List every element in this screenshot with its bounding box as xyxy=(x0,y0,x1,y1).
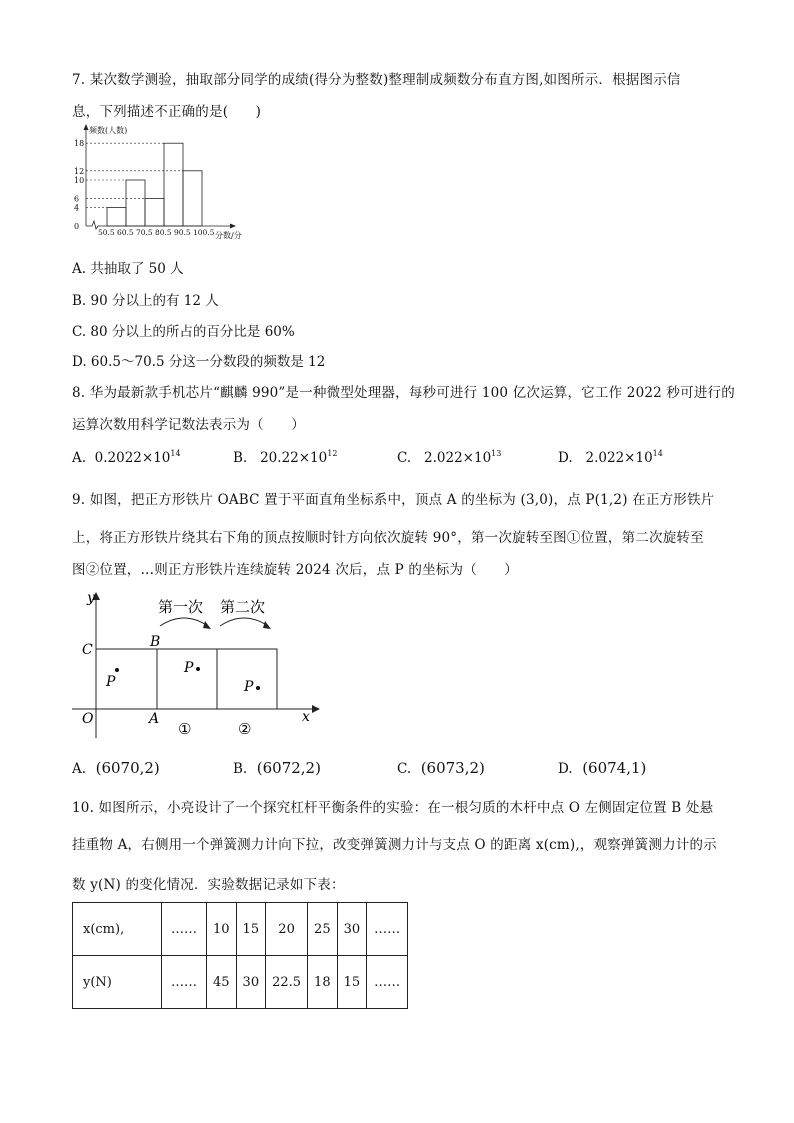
histogram-x-tick-label: 70.5 xyxy=(136,228,153,237)
histogram-y-tick-label: 0 xyxy=(74,222,80,231)
label-a: A xyxy=(149,711,160,727)
q8-option-d-label: D. xyxy=(558,450,573,466)
label-x: x xyxy=(302,709,310,725)
rotation-arrow-2 xyxy=(220,618,268,626)
q9-line-2: 上，将正方形铁片绕其右下角的顶点按顺时针方向依次旋转 90°，第一次旋转至图①位置，第二次旋转至 xyxy=(72,530,704,546)
point-p-position-1 xyxy=(196,667,200,671)
label-circled-1: ① xyxy=(178,720,192,738)
table-cell: x(cm), xyxy=(73,903,162,956)
table-cell: 25 xyxy=(308,903,338,956)
histogram-y-tick-label: 10 xyxy=(74,176,85,185)
x-axis-arrow-icon xyxy=(312,705,320,713)
table-cell: y(N) xyxy=(73,956,162,1009)
q7-line-2: 息，下列描述不正确的是( ) xyxy=(72,104,262,120)
q9-option-b xyxy=(233,759,321,777)
q9-option-c xyxy=(397,759,485,777)
table-cell: 18 xyxy=(308,956,338,1009)
q8-option-d-exp: 14 xyxy=(652,449,663,458)
square-position-1 xyxy=(157,649,217,709)
histogram-x-tick-label: 80.5 xyxy=(155,228,172,237)
q8-option-b-label: B. xyxy=(233,450,248,466)
label-p-position-1: P xyxy=(184,660,194,676)
histogram-y-arrow-icon xyxy=(84,124,89,130)
q9-option-a xyxy=(72,759,160,777)
table-cell: 45 xyxy=(207,956,237,1009)
histogram-bar xyxy=(145,198,164,226)
table-cell: 15 xyxy=(337,956,367,1009)
q8-line-1: 8. 华为最新款手机芯片“麒麟 990”是一种微型处理器，每秒可进行 100 亿次运算，它工作 2022 秒可进行的 xyxy=(72,385,735,401)
q10-line-3: 数 y(N) 的变化情况．实验数据记录如下表： xyxy=(72,877,345,893)
q8-option-a-exp: 14 xyxy=(170,449,181,458)
q8-option-c xyxy=(397,449,501,466)
q9-option-d-label: D. xyxy=(558,761,573,777)
q8-option-b-base: 20.22×10 xyxy=(260,450,328,466)
table-row-x xyxy=(73,903,408,956)
q7-option-a: A. 共抽取了 50 人 xyxy=(72,261,184,277)
table-cell: …… xyxy=(162,903,207,956)
histogram-y-label: 频数(人数) xyxy=(89,126,128,135)
q8-option-c-base: 2.022×10 xyxy=(424,450,492,466)
q8-option-a-label: A. xyxy=(72,450,87,466)
q7-option-b: B. 90 分以上的有 12 人 xyxy=(72,293,219,309)
table-cell: 30 xyxy=(236,956,266,1009)
histogram-x-label: 分数/分 xyxy=(215,231,242,240)
histogram-y-tick-label: 4 xyxy=(74,203,80,213)
point-p-position-2 xyxy=(256,686,260,690)
histogram-x-tick-label: 100.5 xyxy=(193,228,215,237)
histogram-x-tick-label: 90.5 xyxy=(174,228,191,237)
label-first-rotation: 第一次 xyxy=(158,598,204,616)
rotation-arrow-1 xyxy=(160,618,208,626)
q7-option-c: C. 80 分以上的所占的百分比是 60% xyxy=(72,324,295,340)
q7-line-1: 7. 某次数学测验，抽取部分同学的成绩(得分为整数)整理制成频数分布直方图,如图所示．根据图示信 xyxy=(72,72,681,88)
histogram-y-tick-label: 18 xyxy=(74,139,85,149)
histogram-x-arrow-icon xyxy=(230,224,236,229)
q7-option-d: D. 60.5～70.5 分这一分数段的频数是 12 xyxy=(72,354,326,370)
q8-option-b-exp: 12 xyxy=(327,449,338,458)
label-p-original: P xyxy=(106,674,116,690)
table-cell: 10 xyxy=(207,903,237,956)
histogram-bar xyxy=(183,171,202,226)
rotation-arrow-1-head-icon xyxy=(203,621,211,629)
q9-option-b-label: B. xyxy=(233,761,248,777)
table-cell: …… xyxy=(162,956,207,1009)
rotation-arrow-2-head-icon xyxy=(263,621,271,629)
histogram-bar xyxy=(164,143,183,226)
histogram-x-tick-label: 50.5 xyxy=(98,228,115,237)
label-p-position-2: P xyxy=(244,679,254,695)
q9-option-c-value: (6073,2) xyxy=(420,759,485,777)
histogram-bar xyxy=(126,180,145,226)
table-row-y xyxy=(73,956,408,1009)
histogram-bar xyxy=(107,208,126,226)
table-cell: 20 xyxy=(266,903,308,956)
q8-option-c-exp: 13 xyxy=(491,449,502,458)
q9-option-a-value: (6070,2) xyxy=(95,759,160,777)
q8-option-d-base: 2.022×10 xyxy=(585,450,653,466)
q9-line-1: 9. 如图，把正方形铁片 OABC 置于平面直角坐标系中，顶点 A 的坐标为 (3,0)，点 P(1,2) 在正方形铁片 xyxy=(72,492,715,508)
table-cell: 15 xyxy=(236,903,266,956)
table-cell: 22.5 xyxy=(266,956,308,1009)
label-b: B xyxy=(150,634,161,650)
q9-option-a-label: A. xyxy=(72,761,87,777)
experiment-data-table xyxy=(72,902,408,1009)
label-y: y xyxy=(87,590,95,606)
q8-option-d xyxy=(558,449,663,466)
q8-option-c-label: C. xyxy=(397,450,412,466)
histogram-x-tick-label: 60.5 xyxy=(117,228,134,237)
q10-line-1: 10. 如图所示，小亮设计了一个探究杠杆平衡条件的实验：在一根匀质的木杆中点 O 左侧固定位置 B 处悬 xyxy=(72,800,714,816)
histogram-chart xyxy=(72,122,272,247)
q8-option-a-base: 0.2022×10 xyxy=(94,450,171,466)
table-cell: 30 xyxy=(337,903,367,956)
label-circled-2: ② xyxy=(238,720,252,738)
table-cell: …… xyxy=(367,956,408,1009)
point-p-original xyxy=(115,668,119,672)
q8-line-2: 运算次数用科学记数法表示为（ ） xyxy=(72,417,305,433)
q8-option-a xyxy=(72,449,181,466)
table-cell: …… xyxy=(367,903,408,956)
q9-line-3: 图②位置，…则正方形铁片连续旋转 2024 次后，点 P 的坐标为（ ） xyxy=(72,562,519,578)
rotation-figure xyxy=(72,588,332,738)
histogram-y-tick-label: 6 xyxy=(74,194,80,204)
histogram-y-tick-label: 12 xyxy=(74,166,85,176)
label-o: O xyxy=(82,711,94,727)
label-second-rotation: 第二次 xyxy=(220,598,266,616)
q9-option-c-label: C. xyxy=(397,761,412,777)
q10-line-2: 挂重物 A，右侧用一个弹簧测力计向下拉，改变弹簧测力计与支点 O 的距离 x(cm),，观察弹簧测力计的示 xyxy=(72,837,717,853)
q8-option-b xyxy=(233,449,337,466)
q9-option-d-value: (6074,1) xyxy=(582,759,647,777)
q9-option-b-value: (6072,2) xyxy=(256,759,321,777)
label-c: C xyxy=(82,642,93,658)
q9-option-d xyxy=(558,759,646,777)
